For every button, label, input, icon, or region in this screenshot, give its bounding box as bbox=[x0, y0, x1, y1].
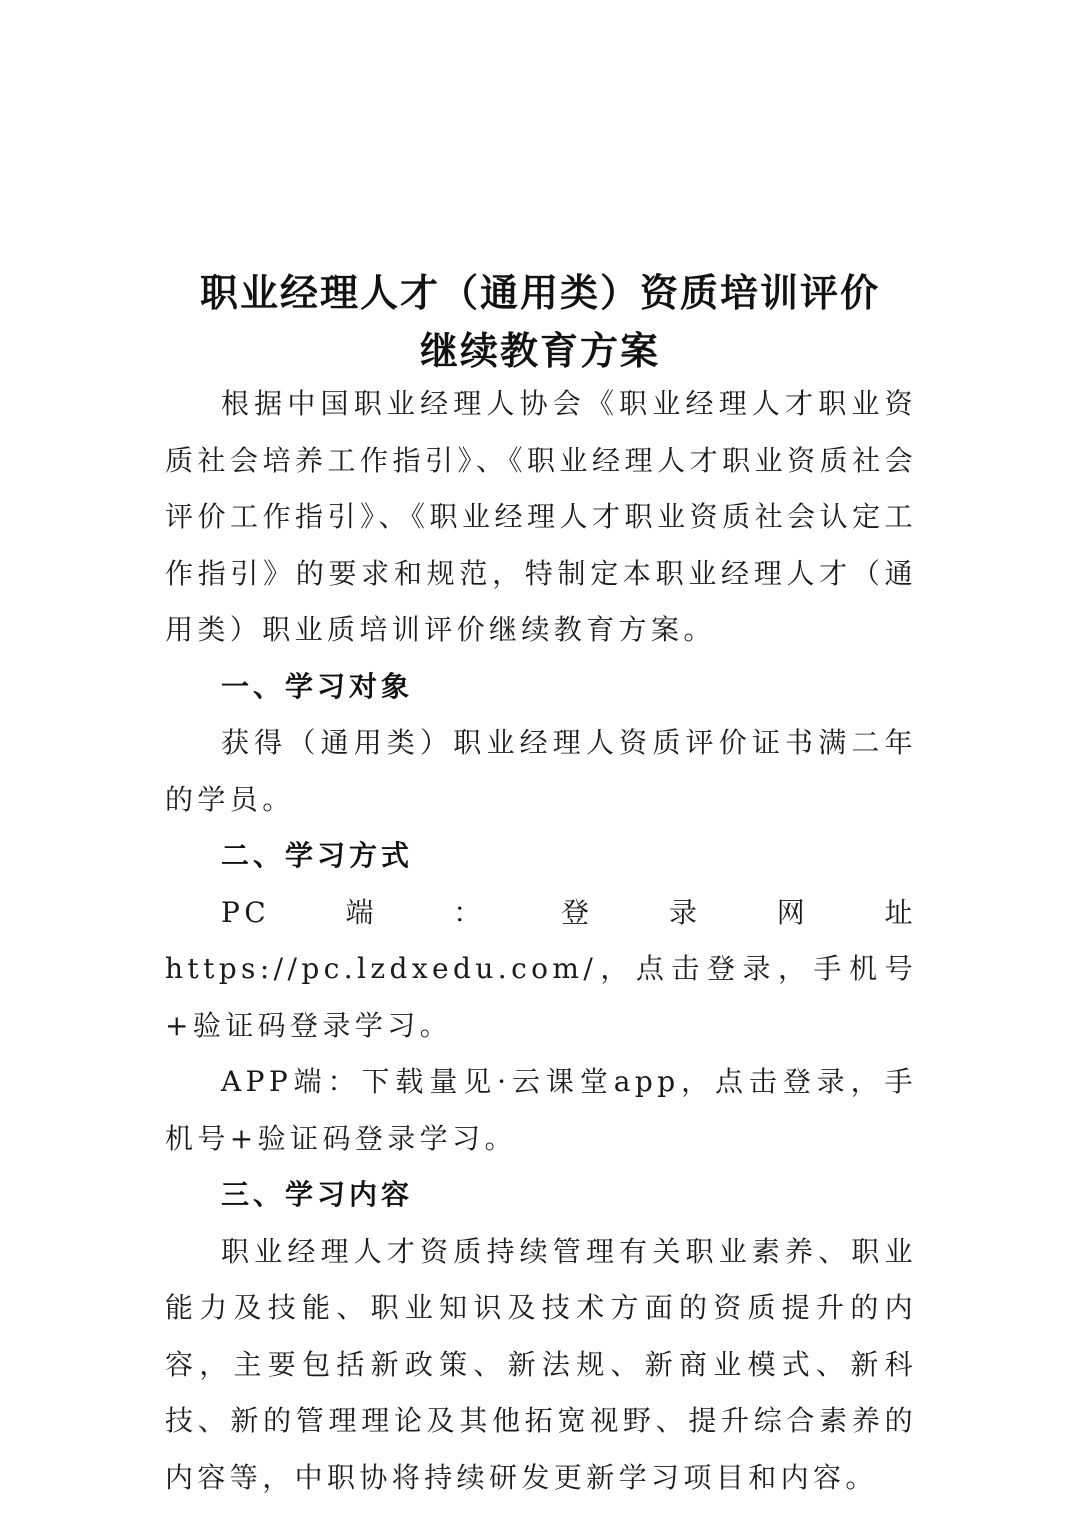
section-heading-study-target: 一、学习对象 bbox=[221, 669, 414, 703]
paragraph-study-content: 职业经理人才资质持续管理有关职业素养、职业能力及技能、职业知识及技术方面的资质提升的内容，主要包括新政策、新法规、新商业模式、新科技、新的管理理论及其他拓宽视野、提升综合素养的内容等，中职协将持续研发更新学习项目和内容。 bbox=[165, 1234, 917, 1494]
paragraph-pc-method: PC端：登录网址 https://pc.lzdxedu.com/，点击登录，手机号+验证码登录学习。 bbox=[165, 895, 917, 1042]
document-body bbox=[165, 376, 917, 1506]
section-heading-study-content: 三、学习内容 bbox=[221, 1178, 414, 1211]
section-heading-study-method: 二、学习方式 bbox=[221, 839, 414, 872]
document-title-line-2: 继续教育方案 bbox=[419, 329, 660, 373]
document-title-line-1: 职业经理人才（通用类）资质培训评价 bbox=[199, 271, 880, 315]
paragraph-app-method: APP端：下载量见·云课堂app，点击登录，手机号+验证码登录学习。 bbox=[165, 1065, 917, 1155]
paragraph-study-target: 获得（通用类）职业经理人资质评价证书满二年的学员。 bbox=[165, 726, 917, 816]
intro-paragraph: 根据中国职业经理人协会《职业经理人才职业资质社会培养工作指引》、《职业经理人才职业资质社会评价工作指引》、《职业经理人才职业资质社会认定工作指引》的要求和规范，特制定本职业经理人才（通用类）职业质培训评价继续教育方案。 bbox=[165, 387, 917, 646]
